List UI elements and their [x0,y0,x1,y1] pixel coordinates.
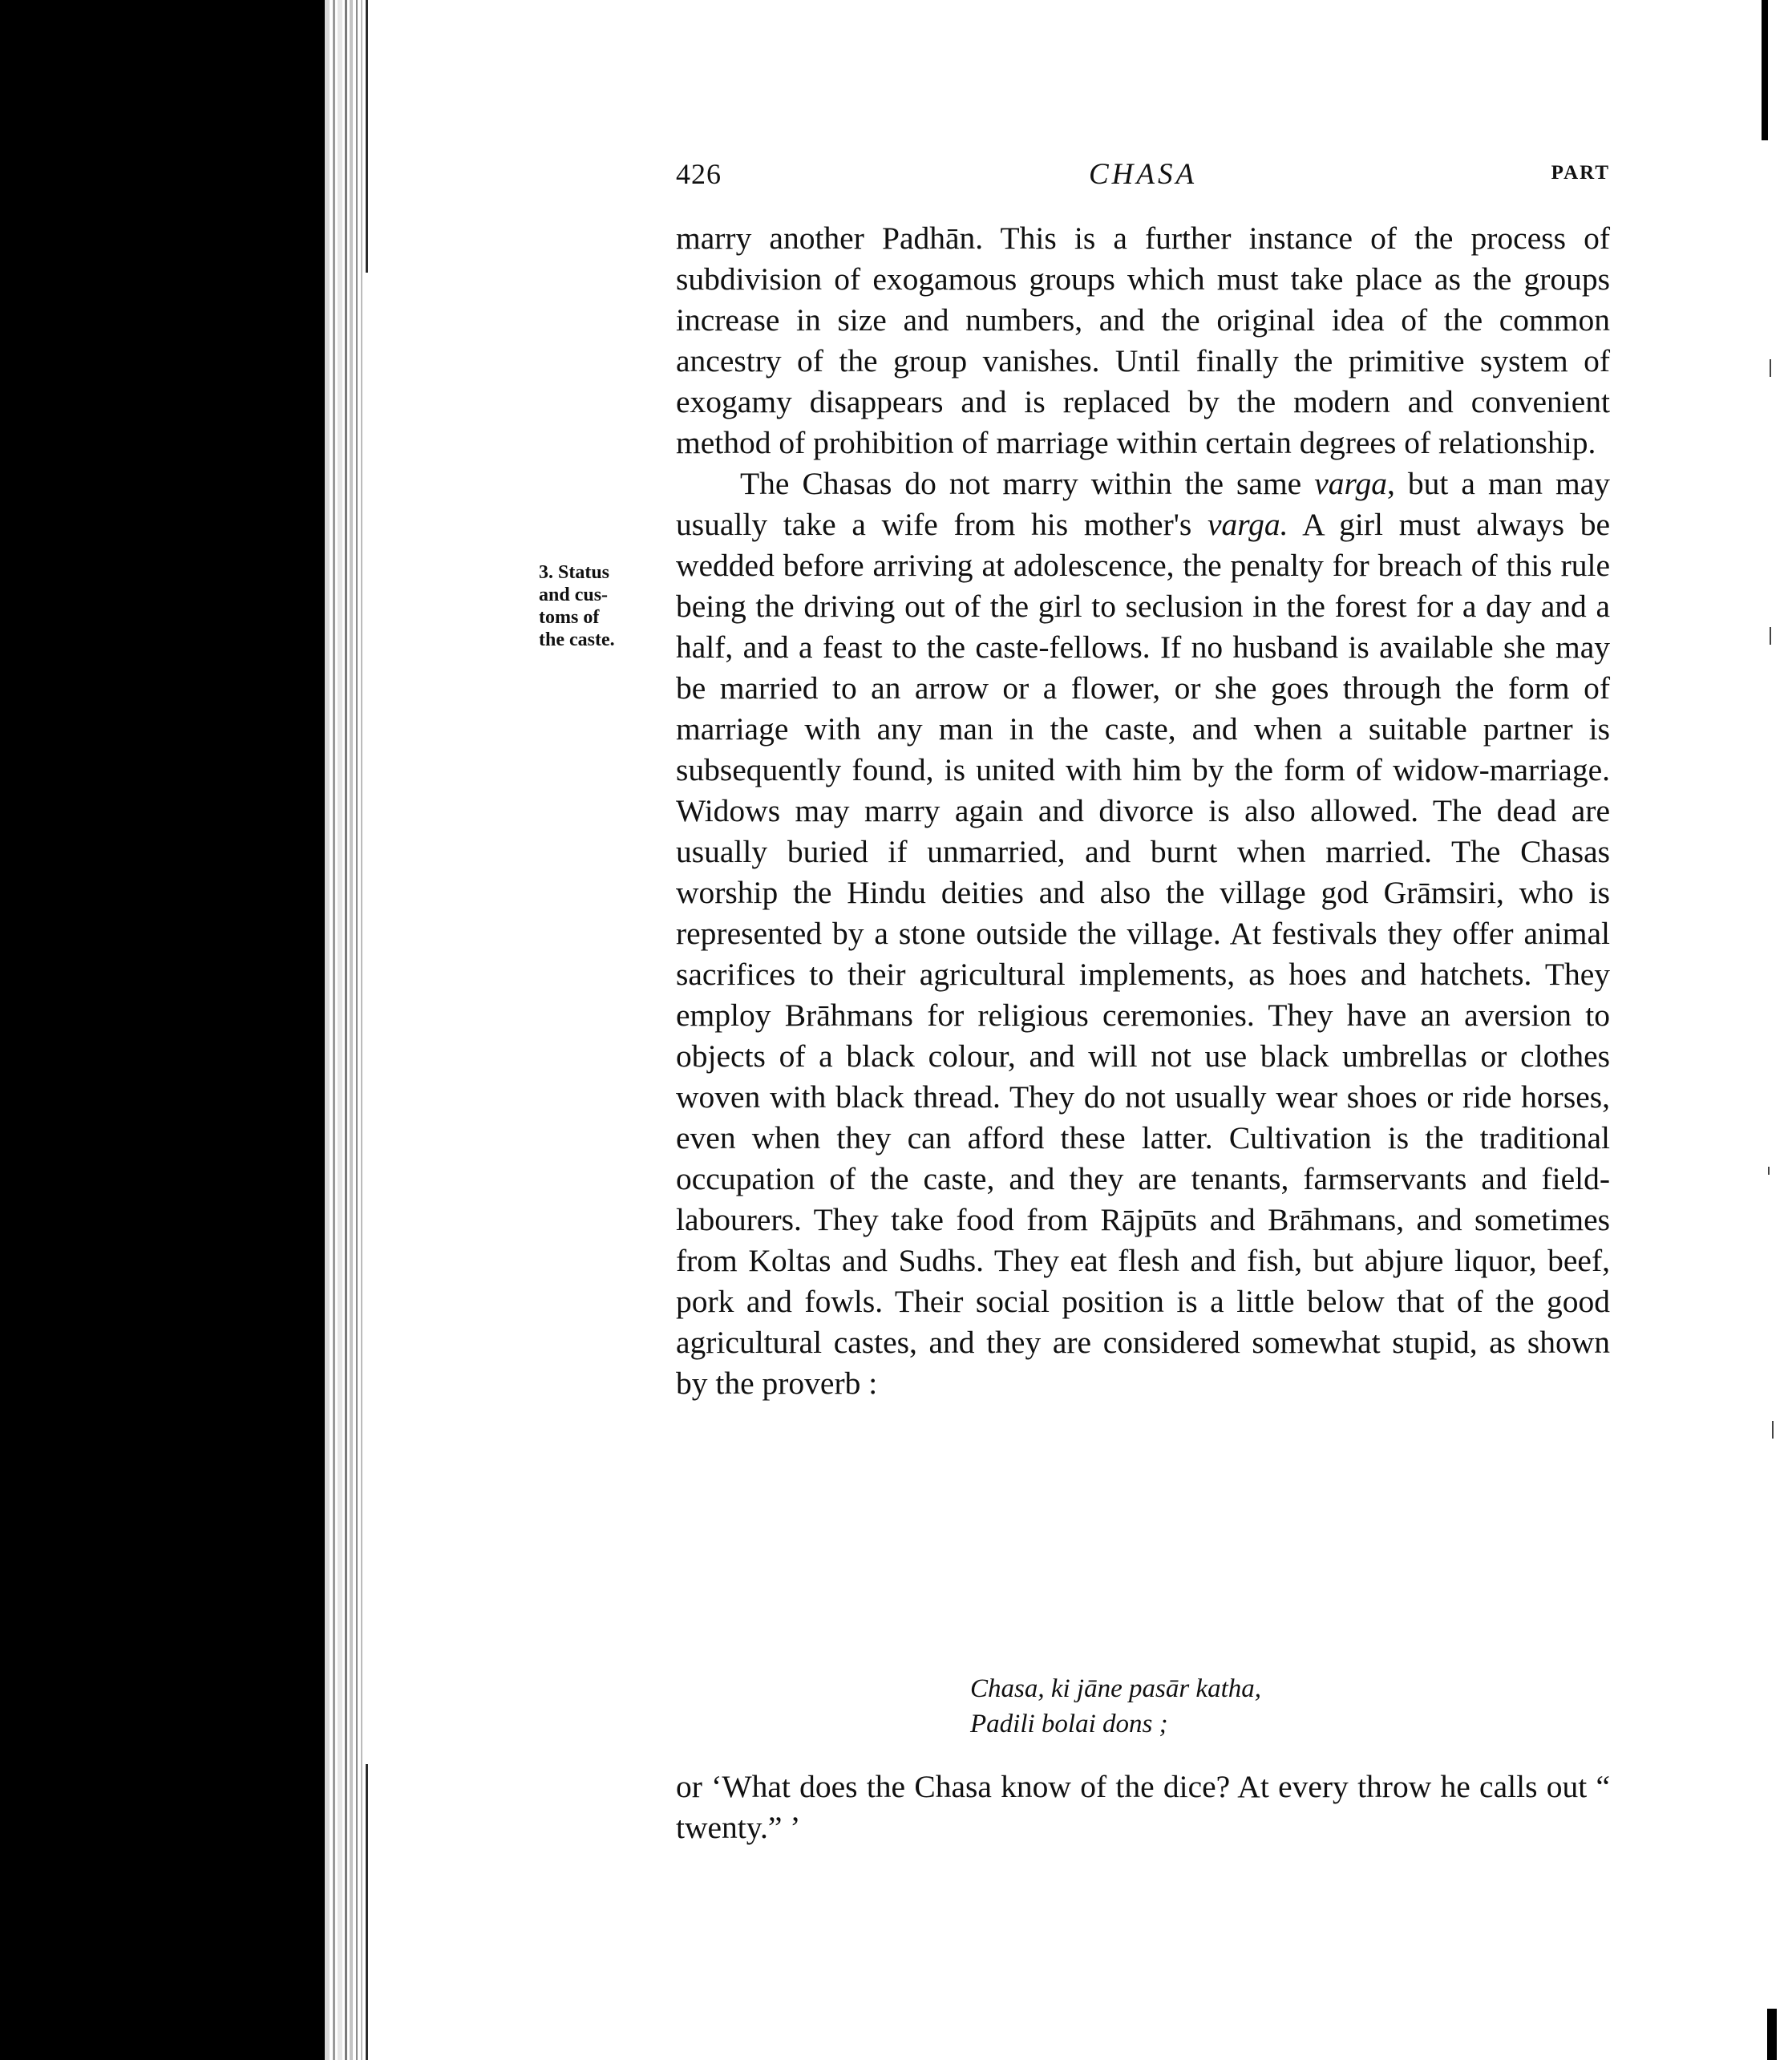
main-body-text [676,218,1610,1404]
sidenote-line: 3. Status [539,562,610,583]
binding-edge [338,0,342,2060]
paragraph-text: The Chasas do not marry within the same [740,466,1315,501]
binding-edge [361,0,362,2060]
binding-edge [356,0,358,2060]
scan-mark [1772,1421,1774,1439]
page-number: 426 [676,158,722,190]
verse-line: Padili bolai dons ; [970,1710,1168,1738]
italic-term: varga. [1207,507,1288,542]
paragraph-text: A girl must always be wedded before arriving at adolescence, the penalty for breach of this rule being the driving out of the girl to seclusion in the forest for a day and a half, and a feast to the caste-fellows. If no husband is available she may be married to an arrow or a flower, or she goes through the form of marriage with any man in the caste, and when a suitable partner is subsequently found, is united with him by the form of widow-marriage. Widows may marry again and divorce is also allowed. The dead are usually buried if unmarried, and burnt when married. The Chasas worship the Hindu deities and also the village god Grāmsiri, who is represented by a stone outside the village. At festivals they offer animal sacrifices to their agricultural implements, as hoes and hatchets. They employ Brāhmans for religious ceremonies. They have an aversion to objects of a black colour, and will not use black umbrellas or clothes woven with black thread. They do not usually wear shoes or ride horses, even when they can afford these latter. Cultivation is the traditional occupation of the caste, and they are tenants, farmservants and field-labourers. They take food from Rājpūts and Brāhmans, and sometimes from Koltas and Sudhs. They eat flesh and fish, but abjure liquor, beef, pork and fowls. Their social position is a little below that of the good agricultural castes, and they are considered somewhat stupid, as shown by the proverb : [676,507,1610,1401]
running-title: CHASA [1088,158,1198,191]
part-label: PART [1551,162,1610,184]
paragraph-status-and-customs [676,463,1610,1404]
binding-edge [366,0,368,273]
italic-term: varga [1314,466,1387,501]
page-header [676,157,1610,196]
sidenote-line: and cus- [539,585,609,605]
binding-edge [366,1764,368,2060]
book-binding-gutter [0,0,325,2060]
proverb-translation: or ‘What does the Chasa know of the dice? At every throw he calls out “ twenty.” ’ [676,1769,1610,1845]
binding-edge [333,0,335,2060]
proverb-verse [970,1671,1261,1742]
sidenote-line: the caste. [539,629,615,650]
paragraph-continuation: marry another Padhān. This is a further instance of the process of subdivision of exogamous groups which must take place as the groups increase in size and numbers, and the original idea of the common ancestry of the group vanishes. Until finally the primitive system of exogamy disappears and is replaced by the modern and convenient method of prohibition of marriage within certain degrees of relationship. [676,221,1610,460]
right-corner-scan-artifact [1767,2009,1777,2060]
sidenote-line: toms of [539,607,600,628]
right-edge-scan-artifact [1762,0,1768,140]
scan-mark [1770,627,1771,645]
margin-sidenote [539,561,651,651]
binding-edge [345,0,347,2060]
scan-mark [1768,1167,1770,1175]
binding-edge [325,0,330,2060]
verse-line: Chasa, ki jāne pasār katha, [970,1674,1261,1703]
scan-mark [1770,359,1771,377]
binding-edge [350,0,353,2060]
paragraph-text: , but a man may usually take a wife from his mother's [676,466,1610,542]
